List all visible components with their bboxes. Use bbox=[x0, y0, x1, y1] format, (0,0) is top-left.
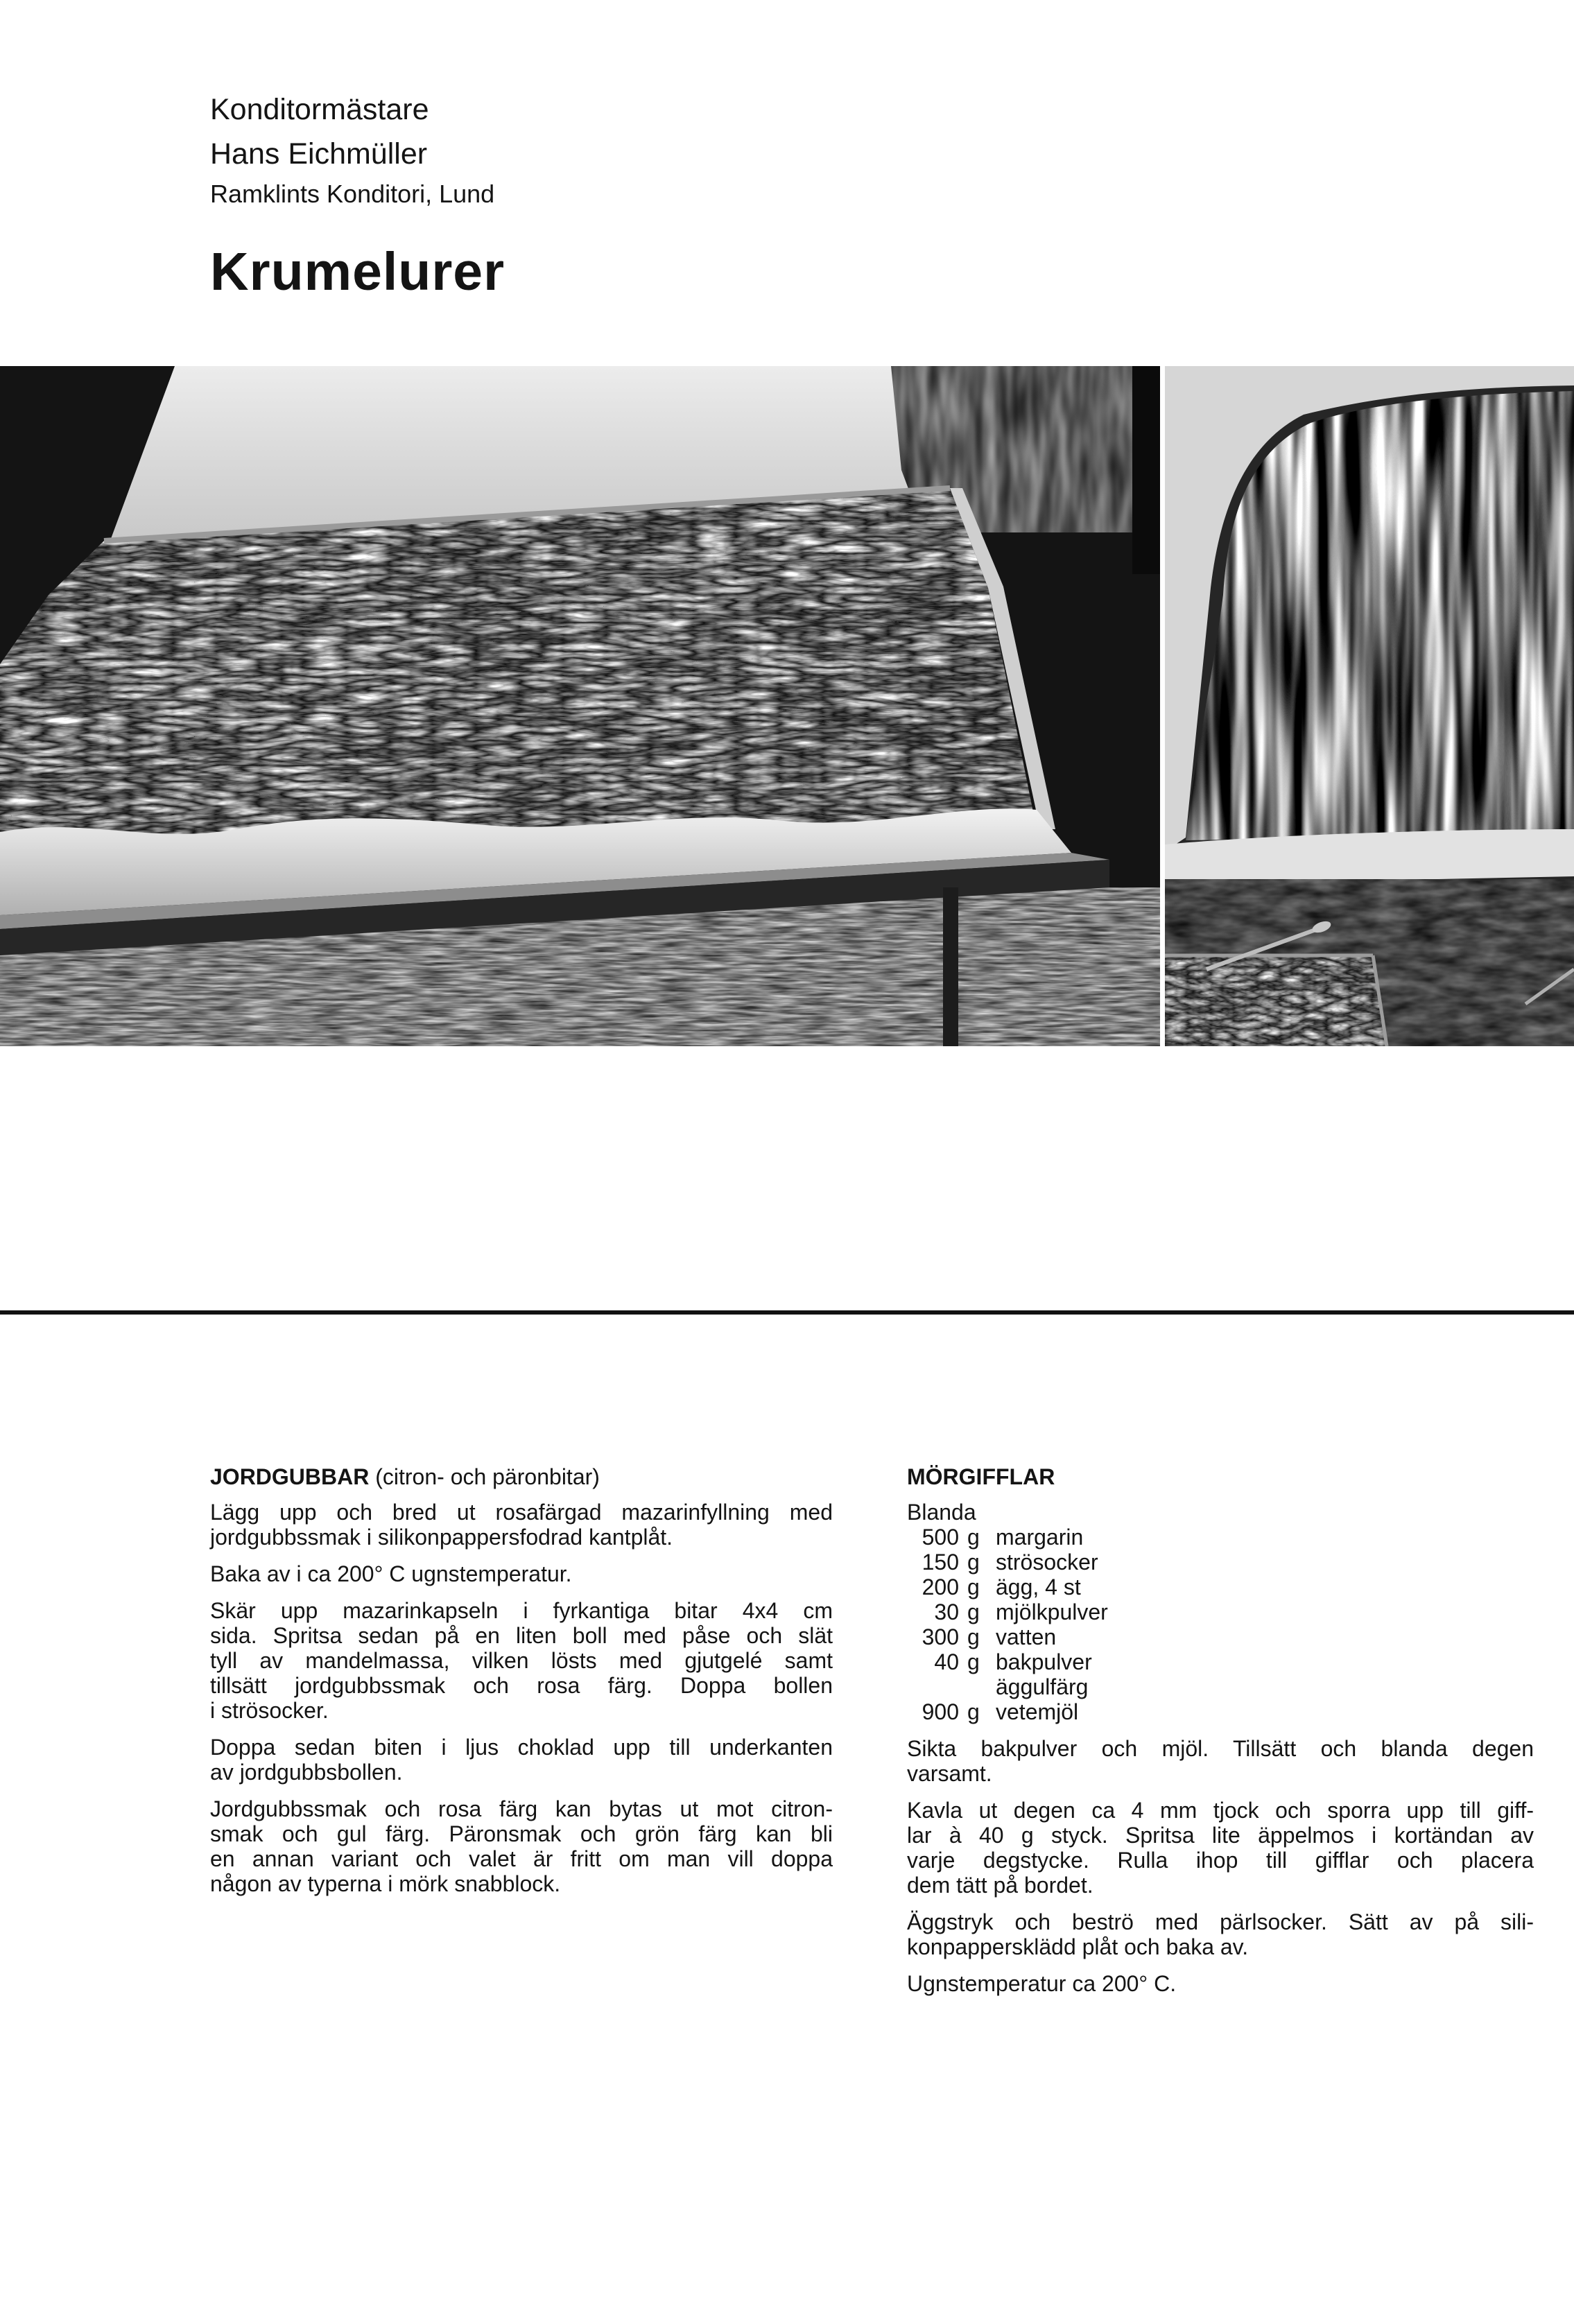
paragraph-line: Doppa sedan biten i ljus choklad upp till underkanten bbox=[210, 1735, 833, 1760]
paragraph-line: Ugnstemperatur ca 200° C. bbox=[907, 1971, 1177, 1996]
ingredient-row bbox=[907, 1550, 1534, 1575]
paragraph-line: Kavla ut degen ca 4 mm tjock och sporra upp till giff- bbox=[907, 1798, 1534, 1823]
paragraph bbox=[907, 1909, 1534, 1959]
paragraph-line: någon av typerna i mörk snabblock. bbox=[210, 1871, 561, 1896]
paragraph-line: dem tätt på bordet. bbox=[907, 1873, 1093, 1898]
paragraph-line: Äggstryk och beströ med pärlsocker. Sätt av på sili- bbox=[907, 1909, 1534, 1934]
photo-pastry-tray bbox=[0, 366, 1160, 1046]
paragraph-line: Sikta bakpulver och mjöl. Tillsätt och blanda degen bbox=[907, 1736, 1534, 1761]
ingredient-row bbox=[907, 1525, 1534, 1550]
author-bakery: Ramklints Konditori, Lund bbox=[210, 180, 495, 208]
ingredient-row bbox=[907, 1575, 1534, 1599]
photo-striped-dough bbox=[1165, 366, 1574, 1046]
ingredient-row bbox=[907, 1699, 1534, 1724]
ingredient-quantity: 30 bbox=[934, 1599, 959, 1624]
paragraph-line: varsamt. bbox=[907, 1761, 992, 1786]
paragraph bbox=[210, 1735, 833, 1785]
ingredient-list bbox=[907, 1525, 1534, 1724]
author-name: Hans Eichmüller bbox=[210, 137, 428, 171]
recipe-title: MÖRGIFFLAR bbox=[907, 1464, 1055, 1489]
ingredient-quantity: 40 bbox=[934, 1649, 959, 1674]
recipe-morgifflar bbox=[907, 1464, 1534, 1996]
ingredient-name: ägg, 4 st bbox=[996, 1575, 1081, 1599]
paragraph-line: Baka av i ca 200° C ugnstemperatur. bbox=[210, 1561, 572, 1586]
ingredients-block bbox=[907, 1500, 1534, 1724]
ingredient-quantity: 150 bbox=[922, 1550, 959, 1575]
paragraph bbox=[907, 1971, 1534, 1996]
paragraph-line: tillsätt jordgubbssmak och rosa färg. Doppa bollen bbox=[210, 1673, 833, 1698]
paragraph bbox=[907, 1736, 1534, 1786]
paragraph-line: Lägg upp och bred ut rosafärgad mazarinfyllning med bbox=[210, 1500, 833, 1525]
paragraph-line: smak och gul färg. Päronsmak och grön färg kan bli bbox=[210, 1821, 833, 1846]
paragraph bbox=[210, 1561, 833, 1586]
recipe-subtitle: (citron- och päronbitar) bbox=[375, 1464, 600, 1489]
ingredient-quantity: 500 bbox=[922, 1525, 959, 1550]
paragraph-line: en annan variant och valet är fritt om man vill doppa bbox=[210, 1846, 833, 1871]
recipe-jordgubbar bbox=[210, 1464, 833, 1896]
ingredient-unit: g bbox=[967, 1550, 980, 1575]
paragraph-line: av jordgubbsbollen. bbox=[210, 1760, 403, 1785]
recipe-heading bbox=[907, 1464, 1534, 1489]
ingredients-intro: Blanda bbox=[907, 1500, 976, 1525]
ingredient-quantity: 300 bbox=[922, 1624, 959, 1649]
author-profession: Konditormästare bbox=[210, 93, 429, 126]
ingredient-row bbox=[907, 1649, 1534, 1674]
paragraph-line: varje degstycke. Rulla ihop till gifflar och placera bbox=[907, 1848, 1534, 1873]
ingredient-name: margarin bbox=[996, 1525, 1084, 1550]
ingredient-quantity: 900 bbox=[922, 1699, 959, 1724]
ingredient-unit: g bbox=[967, 1599, 980, 1624]
paragraph bbox=[907, 1798, 1534, 1898]
ingredient-name: strösocker bbox=[996, 1550, 1098, 1575]
page-title: Krumelurer bbox=[210, 242, 505, 302]
paragraph-line: konpappersklädd plåt och baka av. bbox=[907, 1934, 1249, 1959]
ingredient-quantity bbox=[907, 1674, 959, 1699]
ingredient-name: vatten bbox=[996, 1624, 1057, 1649]
paragraph-line: Jordgubbssmak och rosa färg kan bytas ut mot citron- bbox=[210, 1796, 833, 1821]
ingredient-unit: g bbox=[967, 1649, 980, 1674]
ingredient-name: bakpulver bbox=[996, 1649, 1092, 1674]
section-divider bbox=[0, 1310, 1574, 1315]
paragraph-line: jordgubbssmak i silikonpappersfodrad kantplåt. bbox=[210, 1525, 673, 1550]
recipe-title: JORDGUBBAR bbox=[210, 1464, 370, 1489]
paragraph-line: i strösocker. bbox=[210, 1698, 329, 1723]
paragraph bbox=[210, 1500, 833, 1550]
ingredient-quantity: 200 bbox=[922, 1575, 959, 1599]
paragraph-line: tyll av mandelmassa, vilken lösts med gjutgelé samt bbox=[210, 1648, 833, 1673]
ingredient-unit bbox=[967, 1674, 996, 1699]
ingredient-unit: g bbox=[967, 1624, 980, 1649]
paragraph bbox=[210, 1796, 833, 1896]
ingredient-unit: g bbox=[967, 1575, 980, 1599]
ingredient-unit: g bbox=[967, 1525, 980, 1550]
recipe-heading bbox=[210, 1464, 833, 1489]
paragraph-line: Skär upp mazarinkapseln i fyrkantiga bitar 4x4 cm bbox=[210, 1598, 833, 1623]
paragraph-line: sida. Spritsa sedan på en liten boll med påse och slät bbox=[210, 1623, 833, 1648]
paragraph-line: lar à 40 g styck. Spritsa lite äppelmos i kortändan av bbox=[907, 1823, 1534, 1848]
ingredient-row bbox=[907, 1599, 1534, 1624]
ingredient-name: äggulfärg bbox=[996, 1674, 1089, 1699]
ingredient-row bbox=[907, 1674, 1534, 1699]
ingredient-row bbox=[907, 1624, 1534, 1649]
ingredient-unit: g bbox=[967, 1699, 980, 1724]
ingredient-name: mjölkpulver bbox=[996, 1599, 1108, 1624]
ingredient-name: vetemjöl bbox=[996, 1699, 1079, 1724]
paragraph bbox=[210, 1598, 833, 1723]
